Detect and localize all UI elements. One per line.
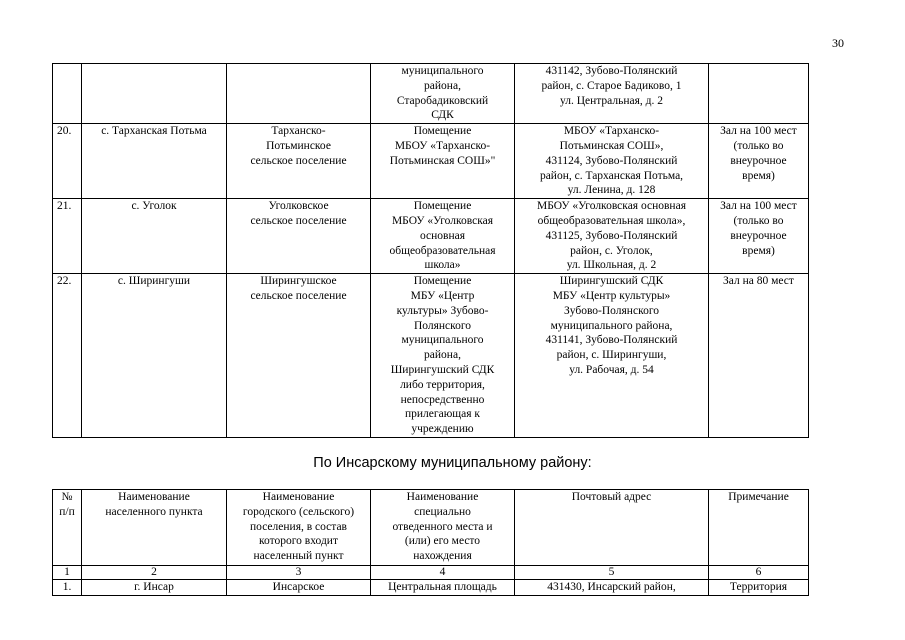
table-row: [53, 199, 809, 274]
polling-places-table-insar: [52, 489, 809, 596]
note-cell: Территория: [709, 580, 809, 596]
municipality-cell: Инсарское: [227, 580, 371, 596]
header-municipality: Наименование городского (сельского) поселения, в состав которого входит населенный пункт: [227, 490, 371, 566]
header-number: № п/п: [53, 490, 82, 566]
table-row: [53, 580, 809, 596]
table-row: [53, 274, 809, 438]
place-cell: Центральная площадь: [371, 580, 515, 596]
address-cell: МБОУ «Тарханско- Потьминская СОШ», 431124, Зубово-Полянский район, с. Тарханская Потьма, ул. Ленина, д. 128: [515, 124, 709, 199]
header-settlement: Наименование населенного пункта: [82, 490, 227, 566]
table-row: [53, 124, 809, 199]
column-number: 6: [709, 566, 809, 580]
polling-places-table-zubovo-polyansky: [52, 63, 809, 438]
address-cell: МБОУ «Уголковская основная общеобразовательная школа», 431125, Зубово-Полянский район, с. Уголок, ул. Школьная, д. 2: [515, 199, 709, 274]
row-number: 20.: [53, 124, 82, 199]
row-number: 1.: [53, 580, 82, 596]
settlement-cell: с. Тарханская Потьма: [82, 124, 227, 199]
note-cell: Зал на 100 мест (только во внеурочное время): [709, 199, 809, 274]
settlement-cell: с. Уголок: [82, 199, 227, 274]
table-header-row: [53, 490, 809, 566]
address-cell: Ширингушский СДК МБУ «Центр культуры» Зубово-Полянского муниципального района, 431141, Зубово-Полянский район, с. Ширингуши, ул. Рабочая, д. 54: [515, 274, 709, 438]
column-number: 3: [227, 566, 371, 580]
table-row: [53, 64, 809, 124]
place-cell: Помещение МБОУ «Тарханско- Потьминская СОШ»": [371, 124, 515, 199]
header-address: Почтовый адрес: [515, 490, 709, 566]
row-number: [53, 64, 82, 124]
settlement-cell: г. Инсар: [82, 580, 227, 596]
page-number: 30: [832, 36, 844, 50]
settlement-cell: с. Ширингуши: [82, 274, 227, 438]
settlement-cell: [82, 64, 227, 124]
municipality-cell: Ширингушское сельское поселение: [227, 274, 371, 438]
municipality-cell: Тарханско- Потьминское сельское поселение: [227, 124, 371, 199]
section-title: По Инсарскому муниципальному району:: [313, 455, 592, 471]
row-number: 22.: [53, 274, 82, 438]
column-number: 5: [515, 566, 709, 580]
column-numbers-row: [53, 566, 809, 580]
header-note: Примечание: [709, 490, 809, 566]
row-number: 21.: [53, 199, 82, 274]
column-number: 2: [82, 566, 227, 580]
place-cell: муниципального района, Старобадиковский СДК: [371, 64, 515, 124]
place-cell: Помещение МБУ «Центр культуры» Зубово- Полянского муниципального района, Ширингушский СДК либо территория, непосредственно прилегающая к учреждению: [371, 274, 515, 438]
header-place: Наименование специально отведенного места и (или) его место нахождения: [371, 490, 515, 566]
place-cell: Помещение МБОУ «Уголковская основная общеобразовательная школа»: [371, 199, 515, 274]
note-cell: Зал на 80 мест: [709, 274, 809, 438]
note-cell: Зал на 100 мест (только во внеурочное время): [709, 124, 809, 199]
column-number: 1: [53, 566, 82, 580]
municipality-cell: [227, 64, 371, 124]
address-cell: 431142, Зубово-Полянский район, с. Старое Бадиково, 1 ул. Центральная, д. 2: [515, 64, 709, 124]
address-cell: 431430, Инсарский район,: [515, 580, 709, 596]
note-cell: [709, 64, 809, 124]
municipality-cell: Уголковское сельское поселение: [227, 199, 371, 274]
column-number: 4: [371, 566, 515, 580]
